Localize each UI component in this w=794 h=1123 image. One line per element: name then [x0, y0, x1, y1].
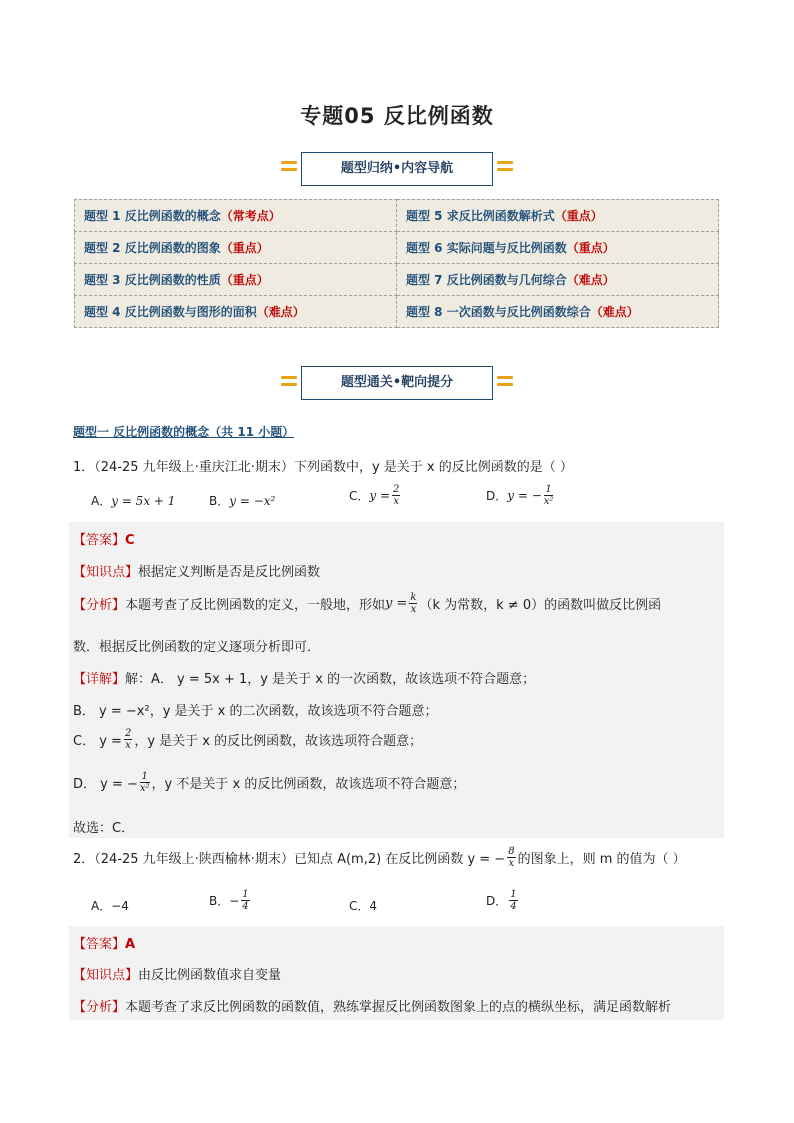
q1-detail-c: C． y = $\frac{2}{x}$ ，y 是关于 x 的反比例函数，故该选项符合题意； — [73, 728, 423, 751]
q1-detail-d: D． y = − $\frac{1}{\text{x²}}$ ，y 不是关于 x 的反比例函数，故该选项不符合题意； — [73, 771, 466, 794]
banner-right-decoration — [497, 161, 513, 175]
q1-answer: 【答案】C — [73, 533, 135, 548]
q1-option-d: D．y = − $\frac{1}{\text{x²}}$ — [486, 484, 554, 507]
topic-navigation-table — [74, 199, 719, 328]
banner-content-navigation: 题型归纳•内容导航 — [301, 152, 493, 186]
q2-option-b: B．− $\frac{1}{4}$ — [209, 889, 249, 912]
q1-option-c: C．y = $\frac{2}{x}$ — [349, 484, 400, 507]
page-title: 专题05 反比例函数 — [300, 104, 494, 128]
section-heading: 题型一 反比例函数的概念（共 11 小题） — [73, 425, 295, 439]
nav-item-topic-7[interactable]: 题型 7 反比例函数与几何综合（难点） — [397, 264, 719, 296]
nav-item-topic-3[interactable]: 题型 3 反比例函数的性质（重点） — [75, 264, 397, 296]
q1-option-b: B．y = −x² — [209, 494, 276, 508]
q2-analysis: 【分析】本题考查了求反比例函数的函数值，熟练掌握反比例函数图象上的点的横纵坐标，满足函数解析 — [73, 1000, 672, 1015]
q1-knowledge-point: 【知识点】根据定义判断是否是反比例函数 — [73, 565, 321, 580]
q1-detail-a: 【详解】解：A． y = 5x + 1，y 是关于 x 的一次函数，故该选项不符合题意； — [73, 672, 536, 687]
nav-item-topic-6[interactable]: 题型 6 实际问题与反比例函数（重点） — [397, 232, 719, 264]
q2-option-c: C．4 — [349, 899, 378, 913]
q1-final-choice: 故选：C． — [73, 821, 135, 836]
banner-left-decoration — [281, 161, 297, 175]
q1-option-a: A．y = 5x + 1 — [91, 494, 176, 508]
q2-answer: 【答案】A — [73, 937, 136, 952]
q1-analysis-line-1: 【分析】本题考查了反比例函数的定义，一般地，形如y = $\frac{k}{x}$ （k 为常数，k ≠ 0）的函数叫做反比例函 — [73, 592, 662, 615]
nav-item-topic-5[interactable]: 题型 5 求反比例函数解析式（重点） — [397, 200, 719, 232]
q2-option-d: D． $\frac{1}{4}$ — [486, 889, 517, 912]
nav-item-topic-1[interactable]: 题型 1 反比例函数的概念（常考点） — [75, 200, 397, 232]
nav-item-topic-4[interactable]: 题型 4 反比例函数与图形的面积（难点） — [75, 296, 397, 328]
banner2-right-decoration — [497, 376, 513, 390]
nav-item-topic-2[interactable]: 题型 2 反比例函数的图象（重点） — [75, 232, 397, 264]
question-1-stem: 1．（24-25 九年级上·重庆江北·期末）下列函数中，y 是关于 x 的反比例函数的是（ ） — [73, 460, 573, 475]
question-2-stem: 2．（24-25 九年级上·陕西榆林·期末）已知点 A(m,2) 在反比例函数 y = − $\frac{8}{x}$ 的图象上，则 m 的值为（ ） — [73, 846, 686, 869]
q2-option-a: A．−4 — [91, 899, 129, 913]
nav-item-topic-8[interactable]: 题型 8 一次函数与反比例函数综合（难点） — [397, 296, 719, 328]
banner-practice: 题型通关•靶向提分 — [301, 366, 493, 400]
q2-knowledge-point: 【知识点】由反比例函数值求自变量 — [73, 968, 282, 983]
q1-detail-b: B． y = −x²，y 是关于 x 的二次函数，故该选项不符合题意； — [73, 704, 438, 719]
q1-analysis-line-2: 数．根据反比例函数的定义逐项分析即可． — [73, 640, 321, 655]
banner2-left-decoration — [281, 376, 297, 390]
